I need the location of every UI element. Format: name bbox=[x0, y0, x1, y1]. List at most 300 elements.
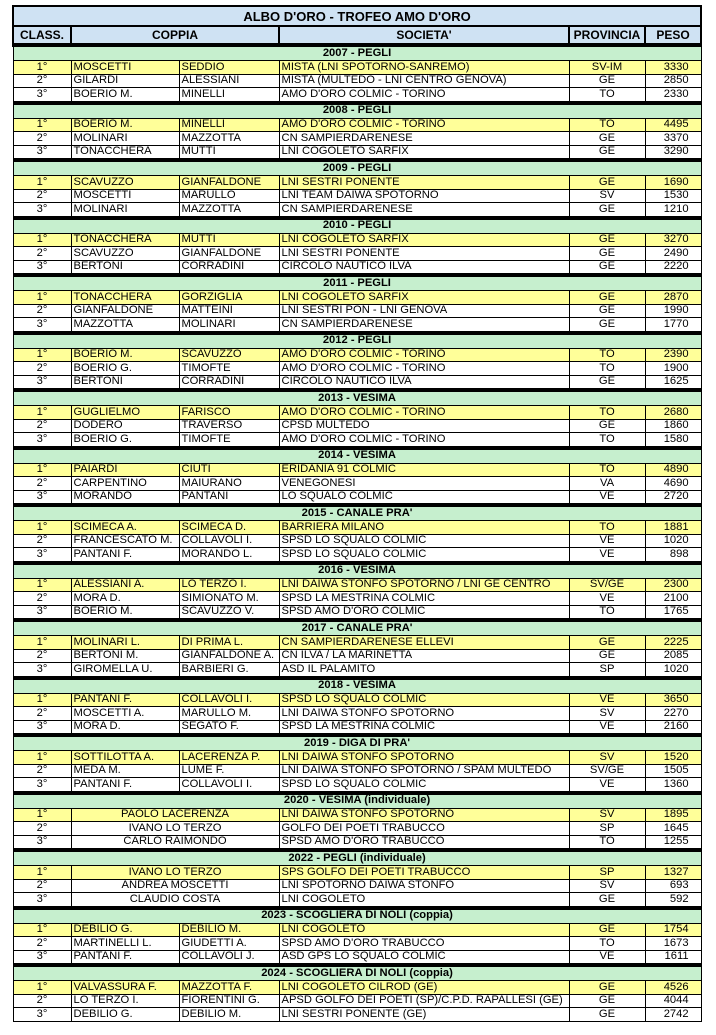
competitor-b-cell: GORZIGLIA bbox=[179, 291, 279, 305]
table-row bbox=[13, 419, 701, 433]
position-cell: 1° bbox=[13, 233, 71, 247]
societa-cell: CPSD MULTEDO bbox=[279, 419, 569, 433]
peso-cell: 2870 bbox=[645, 291, 701, 305]
competitor-b-cell: DEBILIO M. bbox=[179, 923, 279, 937]
societa-cell: LNI DAIWA STONFO SPOTORNO bbox=[279, 751, 569, 765]
competitor-a-cell: SCIMECA A. bbox=[71, 521, 179, 535]
table-row bbox=[13, 778, 701, 793]
competitor-b-cell: TIMOFTE bbox=[179, 433, 279, 448]
position-cell: 3° bbox=[13, 720, 71, 735]
provincia-cell: GE bbox=[569, 247, 645, 261]
position-cell: 3° bbox=[13, 663, 71, 678]
table-row bbox=[13, 406, 701, 420]
peso-cell: 2270 bbox=[645, 707, 701, 721]
position-cell: 1° bbox=[13, 866, 71, 880]
competitor-a-cell: PANTANI F. bbox=[71, 548, 179, 563]
societa-cell: LNI SESTRI PONENTE bbox=[279, 247, 569, 261]
societa-cell: LO SQUALO COLMIC bbox=[279, 490, 569, 505]
societa-cell: ASD GPS LO SQUALO COLMIC bbox=[279, 950, 569, 965]
section-title: 2024 - SCOGLIERA DI NOLI (coppia) bbox=[13, 965, 701, 981]
table-row bbox=[13, 548, 701, 563]
competitor-b-cell: ALESSIANI bbox=[179, 74, 279, 88]
section-header-row bbox=[13, 505, 701, 521]
position-cell: 2° bbox=[13, 189, 71, 203]
position-cell: 3° bbox=[13, 835, 71, 850]
section-header-row bbox=[13, 275, 701, 291]
societa-cell: AMO D'ORO COLMIC - TORINO bbox=[279, 118, 569, 132]
peso-cell: 2390 bbox=[645, 348, 701, 362]
societa-cell: CN SAMPIERDARENESE bbox=[279, 203, 569, 218]
peso-cell: 3290 bbox=[645, 145, 701, 160]
societa-cell: CIRCOLO NAUTICO ILVA bbox=[279, 375, 569, 390]
peso-cell: 1255 bbox=[645, 835, 701, 850]
societa-cell: AMO D'ORO COLMIC - TORINO bbox=[279, 406, 569, 420]
table-row bbox=[13, 477, 701, 491]
section-title: 2012 - PEGLI bbox=[13, 333, 701, 349]
table-row bbox=[13, 463, 701, 477]
peso-cell: 3270 bbox=[645, 233, 701, 247]
peso-cell: 2085 bbox=[645, 649, 701, 663]
competitor-a-cell: GIANFALDONE bbox=[71, 304, 179, 318]
competitor-a-cell: DEBILIO G. bbox=[71, 923, 179, 937]
peso-cell: 2742 bbox=[645, 1008, 701, 1022]
section-title: 2020 - VESIMA (individuale) bbox=[13, 793, 701, 809]
competitor-name-cell: CLAUDIO COSTA bbox=[71, 893, 279, 908]
competitor-b-cell: GIUDETTI A. bbox=[179, 937, 279, 951]
societa-cell: LNI SPOTORNO DAIWA STONFO bbox=[279, 879, 569, 893]
table-title-row bbox=[13, 6, 701, 26]
competitor-name-cell: IVANO LO TERZO bbox=[71, 866, 279, 880]
provincia-cell: SV bbox=[569, 879, 645, 893]
competitor-a-cell: TONACCHERA bbox=[71, 145, 179, 160]
position-cell: 1° bbox=[13, 521, 71, 535]
competitor-a-cell: VALVASSURA F. bbox=[71, 981, 179, 995]
societa-cell: GOLFO DEI POETI TRABUCCO bbox=[279, 822, 569, 836]
competitor-b-cell: COLLAVOLI I. bbox=[179, 778, 279, 793]
provincia-cell: GE bbox=[569, 74, 645, 88]
competitor-a-cell: PANTANI F. bbox=[71, 693, 179, 707]
section-title: 2013 - VESIMA bbox=[13, 390, 701, 406]
competitor-a-cell: PANTANI F. bbox=[71, 950, 179, 965]
competitor-a-cell: BERTONI M. bbox=[71, 649, 179, 663]
section-header-row bbox=[13, 563, 701, 579]
table-row bbox=[13, 433, 701, 448]
table-row bbox=[13, 304, 701, 318]
table-row bbox=[13, 189, 701, 203]
competitor-b-cell: SCAVUZZO V. bbox=[179, 605, 279, 620]
provincia-cell: TO bbox=[569, 433, 645, 448]
provincia-cell: SV-IM bbox=[569, 61, 645, 75]
peso-cell: 1611 bbox=[645, 950, 701, 965]
position-cell: 1° bbox=[13, 751, 71, 765]
position-cell: 3° bbox=[13, 433, 71, 448]
table-row bbox=[13, 61, 701, 75]
provincia-cell: GE bbox=[569, 994, 645, 1008]
societa-cell: AMO D'ORO COLMIC - TORINO bbox=[279, 88, 569, 103]
table-row bbox=[13, 720, 701, 735]
position-cell: 2° bbox=[13, 764, 71, 778]
position-cell: 2° bbox=[13, 132, 71, 146]
competitor-a-cell: MORA D. bbox=[71, 592, 179, 606]
competitor-b-cell: LACERENZA P. bbox=[179, 751, 279, 765]
competitor-a-cell: TONACCHERA bbox=[71, 291, 179, 305]
peso-cell: 1895 bbox=[645, 808, 701, 822]
societa-cell: LNI COGOLETO bbox=[279, 893, 569, 908]
table-row bbox=[13, 578, 701, 592]
competitor-a-cell: BOERIO G. bbox=[71, 362, 179, 376]
provincia-cell: GE bbox=[569, 145, 645, 160]
table-row bbox=[13, 521, 701, 535]
table-row bbox=[13, 937, 701, 951]
position-cell: 3° bbox=[13, 88, 71, 103]
table-row bbox=[13, 348, 701, 362]
position-cell: 1° bbox=[13, 636, 71, 650]
societa-cell: CN SAMPIERDARENESE ELLEVI bbox=[279, 636, 569, 650]
peso-cell: 1327 bbox=[645, 866, 701, 880]
competitor-a-cell: CARPENTINO bbox=[71, 477, 179, 491]
competitor-a-cell: PAIARDI bbox=[71, 463, 179, 477]
position-cell: 3° bbox=[13, 490, 71, 505]
provincia-cell: VE bbox=[569, 778, 645, 793]
peso-cell: 2100 bbox=[645, 592, 701, 606]
provincia-cell: GE bbox=[569, 375, 645, 390]
provincia-cell: TO bbox=[569, 521, 645, 535]
section-title: 2008 - PEGLI bbox=[13, 103, 701, 119]
provincia-cell: GE bbox=[569, 649, 645, 663]
table-row bbox=[13, 88, 701, 103]
position-cell: 2° bbox=[13, 247, 71, 261]
societa-cell: SPS GOLFO DEI POETI TRABUCCO bbox=[279, 866, 569, 880]
peso-cell: 1990 bbox=[645, 304, 701, 318]
provincia-cell: TO bbox=[569, 348, 645, 362]
competitor-b-cell: CORRADINI bbox=[179, 375, 279, 390]
societa-cell: SPSD AMO D'ORO COLMIC bbox=[279, 605, 569, 620]
societa-cell: CN SAMPIERDARENESE bbox=[279, 132, 569, 146]
competitor-name-cell: CARLO RAIMONDO bbox=[71, 835, 279, 850]
provincia-cell: TO bbox=[569, 937, 645, 951]
position-cell: 2° bbox=[13, 304, 71, 318]
peso-cell: 693 bbox=[645, 879, 701, 893]
competitor-a-cell: MOSCETTI bbox=[71, 189, 179, 203]
societa-cell: LNI DAIWA STONFO SPOTORNO bbox=[279, 808, 569, 822]
competitor-b-cell: MARULLO M. bbox=[179, 707, 279, 721]
societa-cell: LNI TEAM DAIWA SPOTORNO bbox=[279, 189, 569, 203]
provincia-cell: GE bbox=[569, 304, 645, 318]
peso-cell: 1770 bbox=[645, 318, 701, 333]
peso-cell: 1860 bbox=[645, 419, 701, 433]
section-title: 2010 - PEGLI bbox=[13, 218, 701, 234]
competitor-b-cell: CIUTI bbox=[179, 463, 279, 477]
competitor-b-cell: MAZZOTTA bbox=[179, 132, 279, 146]
societa-cell: CIRCOLO NAUTICO ILVA bbox=[279, 260, 569, 275]
table-row bbox=[13, 74, 701, 88]
position-cell: 1° bbox=[13, 923, 71, 937]
competitor-a-cell: BERTONI bbox=[71, 375, 179, 390]
competitor-b-cell: COLLAVOLI J. bbox=[179, 950, 279, 965]
peso-cell: 1625 bbox=[645, 375, 701, 390]
competitor-name-cell: PAOLO LACERENZA bbox=[71, 808, 279, 822]
competitor-a-cell: MOSCETTI A. bbox=[71, 707, 179, 721]
position-cell: 1° bbox=[13, 693, 71, 707]
competitor-b-cell: MARULLO bbox=[179, 189, 279, 203]
provincia-cell: TO bbox=[569, 118, 645, 132]
societa-cell: LNI COGOLETO SARFIX bbox=[279, 233, 569, 247]
table-row bbox=[13, 1008, 701, 1022]
section-header-row bbox=[13, 45, 701, 61]
position-cell: 1° bbox=[13, 176, 71, 190]
table-row bbox=[13, 923, 701, 937]
competitor-b-cell: PANTANI bbox=[179, 490, 279, 505]
peso-cell: 3650 bbox=[645, 693, 701, 707]
table-row bbox=[13, 866, 701, 880]
position-cell: 3° bbox=[13, 203, 71, 218]
peso-cell: 2225 bbox=[645, 636, 701, 650]
competitor-b-cell: SEDDIO bbox=[179, 61, 279, 75]
position-cell: 2° bbox=[13, 879, 71, 893]
peso-cell: 1520 bbox=[645, 751, 701, 765]
competitor-a-cell: MOLINARI L. bbox=[71, 636, 179, 650]
competitor-b-cell: LUME F. bbox=[179, 764, 279, 778]
societa-cell: MISTA (LNI SPOTORNO-SANREMO) bbox=[279, 61, 569, 75]
section-title: 2014 - VESIMA bbox=[13, 448, 701, 464]
provincia-cell: GE bbox=[569, 233, 645, 247]
position-cell: 2° bbox=[13, 74, 71, 88]
section-header-row bbox=[13, 218, 701, 234]
position-cell: 2° bbox=[13, 592, 71, 606]
header-class: CLASS. bbox=[13, 26, 71, 45]
provincia-cell: GE bbox=[569, 419, 645, 433]
header-coppia: COPPIA bbox=[71, 26, 279, 45]
societa-cell: SPSD LO SQUALO COLMIC bbox=[279, 778, 569, 793]
competitor-b-cell: MORANDO L. bbox=[179, 548, 279, 563]
peso-cell: 1754 bbox=[645, 923, 701, 937]
table-row bbox=[13, 375, 701, 390]
competitor-b-cell: DEBILIO M. bbox=[179, 1008, 279, 1022]
position-cell: 2° bbox=[13, 707, 71, 721]
competitor-b-cell: SIMIONATO M. bbox=[179, 592, 279, 606]
competitor-b-cell: FIORENTINI G. bbox=[179, 994, 279, 1008]
provincia-cell: GE bbox=[569, 203, 645, 218]
table-row bbox=[13, 176, 701, 190]
competitor-b-cell: SEGATO F. bbox=[179, 720, 279, 735]
section-title: 2019 - DIGA DI PRA' bbox=[13, 735, 701, 751]
competitor-b-cell: MAZZOTTA bbox=[179, 203, 279, 218]
section-title: 2023 - SCOGLIERA DI NOLI (coppia) bbox=[13, 908, 701, 924]
peso-cell: 2680 bbox=[645, 406, 701, 420]
competitor-a-cell: BOERIO M. bbox=[71, 348, 179, 362]
position-cell: 2° bbox=[13, 419, 71, 433]
table-row bbox=[13, 132, 701, 146]
societa-cell: LNI SESTRI PON - LNI GENOVA bbox=[279, 304, 569, 318]
section-title: 2011 - PEGLI bbox=[13, 275, 701, 291]
peso-cell: 1210 bbox=[645, 203, 701, 218]
position-cell: 3° bbox=[13, 145, 71, 160]
section-header-row bbox=[13, 965, 701, 981]
peso-cell: 4044 bbox=[645, 994, 701, 1008]
position-cell: 3° bbox=[13, 375, 71, 390]
societa-cell: ASD IL PALAMITO bbox=[279, 663, 569, 678]
provincia-cell: VE bbox=[569, 534, 645, 548]
position-cell: 3° bbox=[13, 893, 71, 908]
section-header-row bbox=[13, 160, 701, 176]
societa-cell: SPSD AMO D'ORO TRABUCCO bbox=[279, 835, 569, 850]
competitor-a-cell: SOTTILOTTA A. bbox=[71, 751, 179, 765]
provincia-cell: TO bbox=[569, 362, 645, 376]
position-cell: 3° bbox=[13, 778, 71, 793]
header-provincia: PROVINCIA bbox=[569, 26, 645, 45]
competitor-b-cell: MINELLI bbox=[179, 88, 279, 103]
table-row bbox=[13, 994, 701, 1008]
section-title: 2009 - PEGLI bbox=[13, 160, 701, 176]
competitor-a-cell: MOLINARI bbox=[71, 203, 179, 218]
section-header-row bbox=[13, 620, 701, 636]
competitor-a-cell: MARTINELLI L. bbox=[71, 937, 179, 951]
provincia-cell: GE bbox=[569, 1008, 645, 1022]
competitor-a-cell: GUGLIELMO bbox=[71, 406, 179, 420]
peso-cell: 1900 bbox=[645, 362, 701, 376]
table-row bbox=[13, 693, 701, 707]
competitor-a-cell: TONACCHERA bbox=[71, 233, 179, 247]
competitor-b-cell: TRAVERSO bbox=[179, 419, 279, 433]
societa-cell: LNI DAIWA STONFO SPOTORNO / LNI GE CENTRO bbox=[279, 578, 569, 592]
provincia-cell: TO bbox=[569, 88, 645, 103]
table-row bbox=[13, 649, 701, 663]
competitor-name-cell: IVANO LO TERZO bbox=[71, 822, 279, 836]
competitor-b-cell: DI PRIMA L. bbox=[179, 636, 279, 650]
position-cell: 2° bbox=[13, 534, 71, 548]
competitor-a-cell: FRANCESCATO M. bbox=[71, 534, 179, 548]
competitor-b-cell: GIANFALDONE A. bbox=[179, 649, 279, 663]
position-cell: 3° bbox=[13, 1008, 71, 1022]
section-header-row bbox=[13, 390, 701, 406]
societa-cell: CN SAMPIERDARENESE bbox=[279, 318, 569, 333]
competitor-b-cell: SCAVUZZO bbox=[179, 348, 279, 362]
competitor-a-cell: LO TERZO I. bbox=[71, 994, 179, 1008]
provincia-cell: GE bbox=[569, 260, 645, 275]
peso-cell: 1580 bbox=[645, 433, 701, 448]
section-title: 2015 - CANALE PRA' bbox=[13, 505, 701, 521]
section-header-row bbox=[13, 850, 701, 866]
competitor-b-cell: SCIMECA D. bbox=[179, 521, 279, 535]
competitor-b-cell: MINELLI bbox=[179, 118, 279, 132]
competitor-b-cell: MAIURANO bbox=[179, 477, 279, 491]
peso-cell: 2850 bbox=[645, 74, 701, 88]
competitor-a-cell: MOSCETTI bbox=[71, 61, 179, 75]
section-header-row bbox=[13, 333, 701, 349]
peso-cell: 2220 bbox=[645, 260, 701, 275]
table-row bbox=[13, 707, 701, 721]
peso-cell: 2330 bbox=[645, 88, 701, 103]
societa-cell: AMO D'ORO COLMIC - TORINO bbox=[279, 362, 569, 376]
position-cell: 3° bbox=[13, 950, 71, 965]
societa-cell: ERIDANIA 91 COLMIC bbox=[279, 463, 569, 477]
peso-cell: 1505 bbox=[645, 764, 701, 778]
societa-cell: SPSD LO SQUALO COLMIC bbox=[279, 693, 569, 707]
peso-cell: 1020 bbox=[645, 534, 701, 548]
societa-cell: LNI SESTRI PONENTE (GE) bbox=[279, 1008, 569, 1022]
header-peso: PESO bbox=[645, 26, 701, 45]
provincia-cell: SV/GE bbox=[569, 578, 645, 592]
provincia-cell: GE bbox=[569, 132, 645, 146]
provincia-cell: GE bbox=[569, 636, 645, 650]
provincia-cell: SP bbox=[569, 822, 645, 836]
provincia-cell: VE bbox=[569, 548, 645, 563]
position-cell: 1° bbox=[13, 981, 71, 995]
section-title: 2022 - PEGLI (individuale) bbox=[13, 850, 701, 866]
societa-cell: LNI DAIWA STONFO SPOTORNO bbox=[279, 707, 569, 721]
position-cell: 1° bbox=[13, 463, 71, 477]
position-cell: 1° bbox=[13, 406, 71, 420]
provincia-cell: GE bbox=[569, 176, 645, 190]
section-header-row bbox=[13, 103, 701, 119]
competitor-name-cell: ANDREA MOSCETTI bbox=[71, 879, 279, 893]
societa-cell: CN ILVA / LA MARINETTA bbox=[279, 649, 569, 663]
competitor-a-cell: MORA D. bbox=[71, 720, 179, 735]
table-row bbox=[13, 118, 701, 132]
position-cell: 2° bbox=[13, 649, 71, 663]
table-row bbox=[13, 879, 701, 893]
competitor-a-cell: SCAVUZZO bbox=[71, 176, 179, 190]
competitor-b-cell: CORRADINI bbox=[179, 260, 279, 275]
peso-cell: 4495 bbox=[645, 118, 701, 132]
provincia-cell: SV bbox=[569, 707, 645, 721]
societa-cell: VENEGONESI bbox=[279, 477, 569, 491]
table-row bbox=[13, 950, 701, 965]
peso-cell: 2720 bbox=[645, 490, 701, 505]
table-row bbox=[13, 981, 701, 995]
table-row bbox=[13, 663, 701, 678]
competitor-a-cell: GILARDI bbox=[71, 74, 179, 88]
table-row bbox=[13, 490, 701, 505]
societa-cell: AMO D'ORO COLMIC - TORINO bbox=[279, 433, 569, 448]
competitor-b-cell: COLLAVOLI I. bbox=[179, 693, 279, 707]
provincia-cell: SV bbox=[569, 189, 645, 203]
position-cell: 2° bbox=[13, 822, 71, 836]
societa-cell: LNI DAIWA STONFO SPOTORNO / SPAM MULTEDO bbox=[279, 764, 569, 778]
societa-cell: SPSD LO SQUALO COLMIC bbox=[279, 534, 569, 548]
position-cell: 3° bbox=[13, 260, 71, 275]
societa-cell: SPSD LA MESTRINA COLMIC bbox=[279, 592, 569, 606]
peso-cell: 1673 bbox=[645, 937, 701, 951]
competitor-b-cell: MATTEINI bbox=[179, 304, 279, 318]
peso-cell: 4526 bbox=[645, 981, 701, 995]
provincia-cell: VE bbox=[569, 592, 645, 606]
competitor-a-cell: BERTONI bbox=[71, 260, 179, 275]
peso-cell: 1881 bbox=[645, 521, 701, 535]
societa-cell: LNI COGOLETO bbox=[279, 923, 569, 937]
provincia-cell: TO bbox=[569, 605, 645, 620]
societa-cell: LNI SESTRI PONENTE bbox=[279, 176, 569, 190]
competitor-b-cell: GIANFALDONE bbox=[179, 176, 279, 190]
societa-cell: APSD GOLFO DEI POETI (SP)/C.P.D. RAPALLESI (GE) bbox=[279, 994, 569, 1008]
societa-cell: SPSD LO SQUALO COLMIC bbox=[279, 548, 569, 563]
table-row bbox=[13, 822, 701, 836]
competitor-b-cell: BARBIERI G. bbox=[179, 663, 279, 678]
competitor-a-cell: DODERO bbox=[71, 419, 179, 433]
competitor-b-cell: GIANFALDONE bbox=[179, 247, 279, 261]
table-row bbox=[13, 636, 701, 650]
position-cell: 1° bbox=[13, 808, 71, 822]
peso-cell: 898 bbox=[645, 548, 701, 563]
competitor-a-cell: SCAVUZZO bbox=[71, 247, 179, 261]
provincia-cell: GE bbox=[569, 893, 645, 908]
peso-cell: 1765 bbox=[645, 605, 701, 620]
section-header-row bbox=[13, 678, 701, 694]
competitor-b-cell: MAZZOTTA F. bbox=[179, 981, 279, 995]
societa-cell: BARRIERA MILANO bbox=[279, 521, 569, 535]
peso-cell: 1530 bbox=[645, 189, 701, 203]
societa-cell: LNI COGOLETO SARFIX bbox=[279, 291, 569, 305]
